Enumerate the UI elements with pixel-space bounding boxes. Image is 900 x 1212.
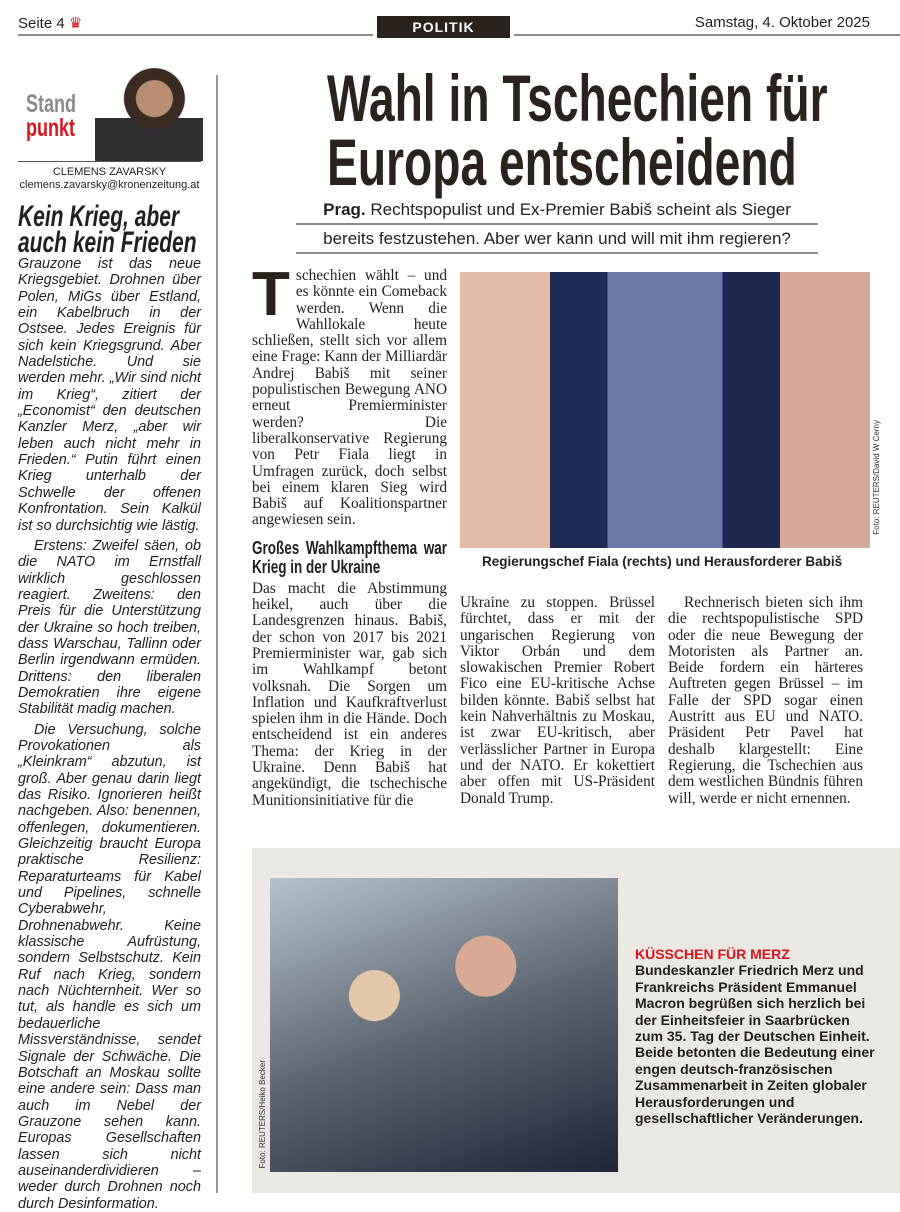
lead: Prag. Rechtspopulist und Ex-Premier Babiš scheint als Sieger bereits festzustehen. Aber wer kann und will mit ihm regieren? xyxy=(296,200,818,254)
article-column-3: Rechnerisch bieten sich ihm die rechtspopulistische SPD oder die neue Bewegung der Motoristen als Partner an. Beide fordern ein härteres Auftreten gegen Brüssel – im Falle der SPD sogar einen Austritt aus EU und NATO. Präsident Petr Pavel hat deshalb klargestellt: Eine Regierung, die Tschechien aus dem westlichen Bündnis führen will, werde er nicht ernennen. xyxy=(668,594,863,807)
header-rule xyxy=(514,34,900,36)
photo-box-text: KÜSSCHEN FÜR MERZ Bundeskanzler Friedrich Merz und Frankreichs Präsident Emmanuel Macron begrüßen sich herzlich bei der Einheitsfeier in Saarbrücken zum 35. Tag der Deutschen Einheit. Beide betonten die Bedeutung einer engen deutsch-französischen Zusammenarbeit in Zeiten globaler Herausforderungen und gesellschaftlicher Veränderungen. xyxy=(635,946,875,1127)
merz-macron-photo xyxy=(270,878,618,1172)
page-number: Seite 4 ♛ xyxy=(18,15,83,32)
column-logo: Stand punkt xyxy=(26,90,77,142)
headline: Wahl in Tschechien für Europa entscheidend xyxy=(327,61,828,199)
crown-icon: ♛ xyxy=(68,15,83,32)
divider xyxy=(18,161,201,162)
author-photo xyxy=(95,65,203,161)
photo-credit: Foto: REUTERS/Heiko Becker xyxy=(258,1060,267,1169)
subheading: Großes Wahlkampfthema war Krieg in der Ukraine xyxy=(252,537,447,577)
article-photo xyxy=(460,272,870,548)
column-text: Grauzone ist das neue Kriegsgebiet. Drohnen über Polen, MiGs über Estland, ein Kabelbruch in der Ostsee. Jedes Ereignis für sich kein Kriegsgrund. Aber Nadelstiche. Und sie werden mehr. „Wir sind nicht im Krieg“, zitiert der „Economist“ den deutschen Kanzler Merz, „aber wir leben auch nicht mehr in Frieden.“ Putin führt einen Krieg unterhalb der Schwelle der offenen Konfrontation. Sein Kalkül ist so durchsichtig wie lästig. Erstens: Zweifel säen, ob die NATO im Ernstfall wirklich geschlossen reagiert. Zweitens: den Preis für die Unterstützung der Ukraine so hoch treiben, dass Warschau, Tallinn oder Berlin irgendwann ermüden. Drittens: den liberalen Demokratien ihre eigene Stabilität madig machen. Die Versuchung, solche Provokationen als „Kleinkram“ abzutun, ist groß. Aber genau darin liegt das Risiko. Ignorieren heißt nachgeben. Also: benennen, offenlegen, dokumentieren. Gleichzeitig braucht Europa praktische Resilienz: Reparaturteams für Kabel und Pipelines, schnelle Cyberabwehr, Drohnenabwehr. Keine klassische Aufrüstung, sondern Selbstschutz. Kein Ruf nach Krieg, sondern nach Nüchternheit. Wer so tut, als handle es sich um bedauerliche Missverständnisse, sendet Signale der Schwäche. Die Botschaft an Moskau sollte eine andere sein: Dass man auch im Nebel der Grauzone sehen kann. Europas Gesellschaften lassen sich nicht auseinanderdividieren – weder durch Drohnen noch durch Desinformation. xyxy=(18,256,201,1212)
photo-caption: Regierungschef Fiala (rechts) und Herausforderer Babiš xyxy=(482,554,843,569)
article-column-2: Ukraine zu stoppen. Brüssel fürchtet, dass er mit der ungarischen Regierung von Viktor Orbán und dem slowakischen Premier Robert Fico eine EU-kritische Achse bilden könnte. Babiš selbst hat kein Nahverhältnis zu Moskau, ist zwar EU-kritisch, aber verlässlicher Partner in Europa und der NATO. Er kokettiert aber offen mit US-Präsident Donald Trump. xyxy=(460,594,655,807)
article-column-1: Tschechien wählt – und es könnte ein Comeback werden. Wenn die Wahllokale heute schließen, stellt sich vor allem eine Frage: Kann der Milliardär Andrej Babiš mit seiner populistischen Bewegung ANO erneut Premierminister werden? Die liberalkonservative Regierung von Petr Fiala liegt in Umfragen zurück, doch selbst bei einem klaren Sieg wird Babiš auf Koalitionspartner angewiesen sein. Großes Wahlkampfthema war Krieg in der Ukraine Das macht die Abstimmung heikel, auch über die Landesgrenzen hinaus. Babiš, der schon von 2017 bis 2021 Premierminister war, gab sich im Wahlkampf betont volksnah. Die Sorgen um Inflation und Kaufkraftverlust spielen ihm in die Hände. Doch entscheidend ist ein anderes Thema: der Krieg in der Ukraine. Denn Babiš hat angekündigt, die tschechische Munitionsinitiative für die xyxy=(252,260,447,809)
author-byline: CLEMENS ZAVARSKY clemens.zavarsky@kronenzeitung.at xyxy=(19,166,200,191)
photo-credit: Foto: REUTERS/David W Cerny xyxy=(872,420,881,535)
header-rule xyxy=(18,34,373,36)
issue-date: Samstag, 4. Oktober 2025 xyxy=(694,14,870,31)
column-title: Kein Krieg, aber auch kein Frieden xyxy=(18,200,197,259)
section-label: POLITIK xyxy=(377,16,510,38)
